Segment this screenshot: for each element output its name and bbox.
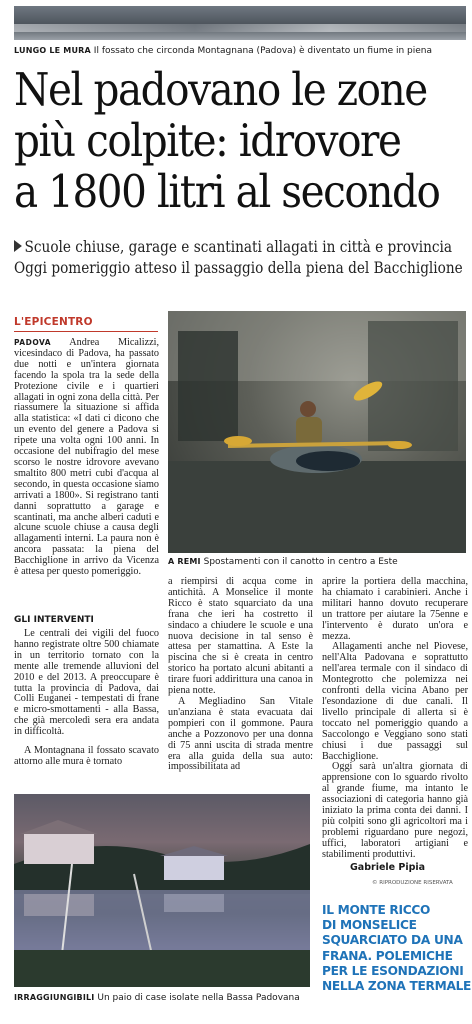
subheadline-line: Oggi pomeriggio atteso il passaggio della piena del Bacchiglione	[14, 259, 463, 277]
pull-quote-line: IL MONTE RICCO	[322, 903, 431, 917]
paragraph: Oggi sarà un'altra giornata di apprensione con lo sguardo rivolto al grande fiume, ma intanto le associazioni di categoria hanno già iniziato la prima conta dei danni. I più colpiti sono gli agricoltori ma i problemi riguardano pure negozi, uffici, laboratori artigiani e stabilimenti produttivi.	[322, 761, 468, 860]
article-column-1b	[14, 629, 159, 768]
article-column-3	[322, 577, 468, 861]
caption-lead: LUNGO LE MURA	[14, 46, 91, 55]
subheadline-line: Scuole chiuse, garage e scantinati allagati in città e provincia	[24, 238, 452, 256]
pull-quote-line: SQUARCIATO DA UNA	[322, 933, 463, 948]
paragraph: aprire la portiera della macchina, ha chiamato i carabinieri. Anche i militari hanno dovuto recuperare un trattore per aiutare la 75enne e l'intervento è durato un'ora e mezza.	[322, 576, 468, 642]
caption-text: Spostamenti con il canotto in centro a Este	[203, 557, 398, 567]
village-photo	[14, 794, 310, 987]
section-rule	[14, 331, 158, 332]
caption-text: Il fossato che circonda Montagnana (Padova) è diventato un fiume in piena	[93, 46, 432, 56]
pull-quote-line: FRANA. POLEMICHE	[322, 948, 453, 963]
pull-quote-line: NELLA ZONA TERMALE	[322, 979, 472, 994]
byline: Gabriele Pipia	[350, 862, 426, 873]
kayak-photo-caption	[168, 556, 398, 568]
subsection-title: GLI INTERVENTI	[14, 615, 94, 625]
paragraph: A Montagnana il fossato scavato attorno alle mura è tornato	[14, 745, 159, 767]
article-column-1	[14, 338, 159, 578]
arrow-right-icon	[14, 240, 22, 252]
paragraph: Allagamenti anche nel Piovese, nell'Alta Padovana e soprattutto nell'area termale con il sindaco di Montegrotto che polemizza nei confronti della vicina Abano per l'esondazione di due canali. Il livello principale di allerta si è toccato nel pomeriggio quando a Saccolongo e Veggiano sono stati chiusi i due passaggi sul Bacchiglione.	[322, 641, 468, 762]
headline-line: a 1800 litri al secondo	[14, 165, 440, 218]
subheadline	[14, 237, 463, 279]
article-column-2	[168, 577, 313, 773]
headline	[14, 63, 440, 218]
caption-text: Un paio di case isolate nella Bassa Padovana	[97, 993, 300, 1003]
caption-lead: IRRAGGIUNGIBILI	[14, 993, 95, 1002]
top-photo	[14, 6, 466, 40]
headline-line: Nel padovano le zone	[14, 63, 427, 116]
pull-quote-line: DI MONSELICE	[322, 918, 417, 933]
paragraph: a riempirsi di acqua come in antichità. A Monselice il monte Ricco è stato squarciato da una frana che ieri ha costretto il sindaco a chiudere le scuole e una nuova decisione in tal senso è attesa per stamattina. A Este la piscina che si è creata in centro storico ha portato alcuni abitanti a tirare fuori addirittura una canoa in piena notte.	[168, 576, 313, 697]
pull-quote-line: PER LE ESONDAZIONI	[322, 963, 464, 978]
kayak-photo	[168, 311, 466, 553]
paragraph: A Megliadino San Vitale un'anziana è stata evacuata dai pompieri con il gommone. Paura anche a Pozzonovo per una donna di 75 anni uscita di strada mentre era alla guida della sua auto: impossibilitata ad	[168, 695, 313, 773]
copyright-notice: © RIPRODUZIONE RISERVATA	[372, 880, 453, 886]
dateline: PADOVA	[14, 338, 52, 347]
caption-lead: A REMI	[168, 557, 201, 566]
paragraph: Andrea Micalizzi, vicesindaco di Padova, ha passato due notti e un'intera giornata facendo la spola tra la sede della Protezione civile e i quartieri allagati in ogni zona della città. Per riassumere la situazione si affida alla statistica: «I dati ci dicono che un evento del genere a Padova si ripete una volta ogni 100 anni. In occasione del nubifragio del mese scorso le nostre idrovore avevano smaltito 800 metri cubi d'acqua al secondo, in questa occasione siamo arrivati a 1800». Si registrano tanti danni soprattutto a garage e scantinati, ma anche alberi caduti e alcune scuole chiuse a causa degli allagamenti interni. La paura non è ancora passata: la piena del Bacchiglione in arrivo da Vicenza è attesa per questo pomeriggio.	[14, 337, 159, 578]
village-illustration	[14, 794, 310, 987]
kayak-illustration	[168, 311, 466, 553]
pull-quote	[322, 903, 470, 994]
top-photo-caption	[14, 45, 432, 57]
headline-line: più colpite: idrovore	[14, 114, 401, 167]
section-label: L'EPICENTRO	[14, 316, 93, 328]
paragraph: Le centrali dei vigili del fuoco hanno registrate oltre 500 chiamate in un territorio tornato con la mente alle tremende alluvioni del 2010 e del 2013. A preoccupare è tutta la provincia di Padova, dai Colli Euganei - tempestati di frane e micro-smottamenti - alla Bassa, che già mercoledì sera era andata in difficoltà.	[14, 628, 159, 738]
village-photo-caption	[14, 992, 300, 1004]
